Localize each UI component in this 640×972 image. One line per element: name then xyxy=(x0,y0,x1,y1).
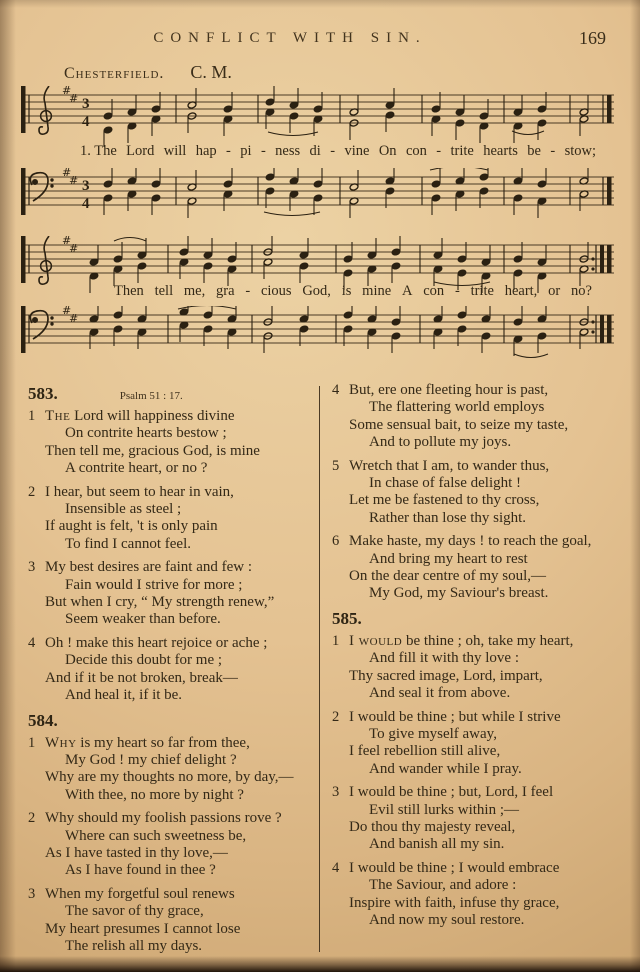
verse xyxy=(332,633,618,703)
verse-number: 4 xyxy=(28,634,36,651)
verse-line: I would be thine ; I would embrace xyxy=(349,859,560,876)
verse-number: 1 xyxy=(28,408,36,424)
lyric-syllable: 1. The xyxy=(80,143,117,159)
lyric-syllable: - xyxy=(454,283,460,299)
page-edge-bottom xyxy=(0,956,640,972)
lyric-syllable: Then xyxy=(114,283,144,299)
page-number: 169 xyxy=(579,28,606,48)
verse xyxy=(28,635,316,705)
verse-line: As I have found in thee ? xyxy=(65,862,216,879)
lyric-syllable: tell xyxy=(154,283,174,299)
verse-number: 2 xyxy=(332,708,340,725)
staff-bass-line1 xyxy=(18,168,620,230)
lyric-syllable: Lord xyxy=(126,143,155,159)
music-score xyxy=(18,86,624,380)
verse xyxy=(332,382,618,452)
verse xyxy=(28,886,316,956)
verse-line: But when I cry, “ My strength renew,” xyxy=(45,594,275,611)
verse-line: Thy sacred image, Lord, impart, xyxy=(349,667,543,684)
lyric-syllable: ness xyxy=(275,143,301,159)
verse-line: I would be thine ; but, Lord, I feel xyxy=(349,784,554,801)
lyrics-line-1 xyxy=(80,143,596,160)
verse xyxy=(332,860,618,930)
svg-text:4: 4 xyxy=(82,196,90,212)
verse-line: The Saviour, and adore : xyxy=(369,877,517,894)
lyric-syllable: heart, xyxy=(504,283,538,299)
verse-line: Why should my foolish passions rove ? xyxy=(45,810,282,827)
lyric-syllable: pi xyxy=(240,143,252,159)
verse-line: Why is my heart so far from thee, xyxy=(45,734,250,751)
tune-title-line xyxy=(64,62,232,83)
verse-line: And wander while I pray. xyxy=(369,760,522,777)
column-divider xyxy=(319,386,320,952)
lyric-syllable: trite xyxy=(470,283,494,299)
verse-line: Inspire with faith, infuse thy grace, xyxy=(349,894,560,911)
lyric-syllable: - xyxy=(436,143,442,159)
verse-number: 2 xyxy=(28,810,36,827)
verse-line: My best desires are faint and few : xyxy=(45,559,253,576)
verse-number: 5 xyxy=(332,457,340,474)
small-caps-lead: The xyxy=(45,408,71,424)
lyric-syllable: God, xyxy=(302,283,331,299)
verse-line: Seem weaker than before. xyxy=(65,611,221,628)
verse-line: On contrite hearts bestow ; xyxy=(65,425,227,442)
lyric-syllable: trite xyxy=(450,143,474,159)
tune-name: Chesterfield. xyxy=(64,65,165,82)
lyric-syllable: gra xyxy=(216,283,235,299)
lyric-syllable: On xyxy=(378,143,397,159)
verse-line: Insensible as steel ; xyxy=(65,501,182,518)
verse-line: And to pollute my joys. xyxy=(369,434,512,451)
svg-text:#: # xyxy=(62,86,72,97)
svg-text:3: 3 xyxy=(82,96,90,112)
verse-line: My heart presumes I cannot lose xyxy=(45,920,241,937)
verse-line: To find I cannot feel. xyxy=(65,535,191,552)
lyric-syllable: hap xyxy=(195,143,217,159)
lyric-syllable: - xyxy=(245,283,251,299)
svg-text:#: # xyxy=(69,92,79,105)
verse-line: My God ! my chief delight ? xyxy=(65,751,237,768)
verse-line: The flattering world employs xyxy=(369,399,545,416)
verse xyxy=(332,709,618,779)
verse-line: Rather than lose thy sight. xyxy=(369,509,527,526)
lyric-syllable: con xyxy=(405,143,427,159)
hymn-heading xyxy=(28,384,316,404)
svg-text:#: # xyxy=(62,306,72,317)
lyric-syllable: stow; xyxy=(564,143,596,159)
running-header: CONFLICT WITH SIN. xyxy=(153,30,427,46)
small-caps-lead: I would xyxy=(349,632,403,649)
staff-bass-line2 xyxy=(18,306,620,368)
lyric-syllable: hearts xyxy=(483,143,518,159)
verse xyxy=(28,484,316,554)
verse-line: On the dear centre of my soul,— xyxy=(349,568,547,585)
verse-line: The savor of thy grace, xyxy=(65,903,204,920)
verse-line: Decide this doubt for me ; xyxy=(65,652,223,669)
lyric-syllable: will xyxy=(163,143,187,159)
svg-text:3: 3 xyxy=(82,178,90,194)
lyric-syllable: - xyxy=(550,143,556,159)
verse xyxy=(28,735,316,805)
lyric-syllable: A xyxy=(401,283,413,299)
hymn-heading xyxy=(332,609,618,629)
lyric-syllable: - xyxy=(260,143,266,159)
verse-line: Evil still lurks within ;— xyxy=(369,801,520,818)
verse xyxy=(28,408,316,478)
verse-line: I feel rebellion still alive, xyxy=(349,743,501,760)
verse-line: And if it be not broken, break— xyxy=(45,669,238,686)
lyric-syllable: con xyxy=(423,283,445,299)
verse-line: As I have tasted in thy love,— xyxy=(45,844,228,861)
staff-treble-line1 xyxy=(18,86,620,148)
verse-line: My God, my Saviour's breast. xyxy=(369,585,549,602)
verse-number: 1 xyxy=(28,734,36,751)
verse-line: And seal it from above. xyxy=(369,685,511,702)
lyric-syllable: is xyxy=(341,283,352,299)
verse-line: Make haste, my days ! to reach the goal, xyxy=(349,533,592,550)
verse-line: Why are my thoughts no more, by day,— xyxy=(45,769,294,786)
verse xyxy=(332,784,618,854)
verse-line: Fain would I strive for more ; xyxy=(65,576,243,593)
verse-line: And banish all my sin. xyxy=(369,836,505,853)
hymn-number: 584. xyxy=(28,710,58,730)
lyrics-line-2 xyxy=(114,283,592,300)
svg-text:#: # xyxy=(69,312,79,325)
verse-line: The Lord will happiness divine xyxy=(45,408,235,424)
lyric-syllable: di xyxy=(309,143,321,159)
tune-meter: C. M. xyxy=(190,62,232,82)
verse-line: I hear, but seem to hear in vain, xyxy=(45,483,234,500)
verse-line: To give myself away, xyxy=(369,725,497,742)
svg-text:#: # xyxy=(62,236,72,247)
lyric-syllable: no? xyxy=(570,283,592,299)
verse xyxy=(332,533,618,603)
lyric-syllable: - xyxy=(330,143,336,159)
hymn-column-left xyxy=(28,382,316,961)
verse-line: The relish all my days. xyxy=(65,937,203,954)
verse-number: 2 xyxy=(28,483,36,500)
verse-number: 1 xyxy=(332,632,340,649)
verse-number: 3 xyxy=(28,559,36,576)
verse-number: 3 xyxy=(28,885,36,902)
verse xyxy=(332,458,618,528)
verse-line: Wretch that I am, to wander thus, xyxy=(349,457,550,474)
verse-line: When my forgetful soul renews xyxy=(45,885,235,902)
verse-line: And fill it with thy love : xyxy=(369,650,519,667)
small-caps-lead: Why xyxy=(45,734,77,751)
verse-number: 4 xyxy=(332,859,340,876)
verse-number: 3 xyxy=(332,784,340,801)
verse-number: 4 xyxy=(332,382,340,398)
lyric-syllable: mine xyxy=(362,283,392,299)
svg-text:#: # xyxy=(69,174,79,187)
verse-line: With thee, no more by night ? xyxy=(65,786,244,803)
verse-line: And bring my heart to rest xyxy=(369,550,528,567)
svg-text:#: # xyxy=(69,242,79,255)
lyric-syllable: vine xyxy=(344,143,370,159)
verse-line: I would be thine ; oh, take my heart, xyxy=(349,632,574,649)
hymn-heading xyxy=(28,711,316,731)
hymn-column-right xyxy=(332,382,618,935)
verse-line: Do thou thy majesty reveal, xyxy=(349,818,516,835)
page-edge-left xyxy=(0,0,16,972)
page-edge-top xyxy=(0,0,640,8)
verse-line: Then tell me, gracious God, is mine xyxy=(45,442,260,459)
verse-line: Some sensual bait, to seize my taste, xyxy=(349,416,569,433)
verse-line: A contrite heart, or no ? xyxy=(65,460,208,477)
verse xyxy=(28,559,316,629)
lyric-syllable: cious xyxy=(260,283,292,299)
svg-text:4: 4 xyxy=(82,114,90,130)
verse xyxy=(28,810,316,880)
scripture-reference: Psalm 51 : 17. xyxy=(119,390,183,402)
verse-line: Where can such sweetness be, xyxy=(65,827,247,844)
verse-line: If aught is felt, 't is only pain xyxy=(45,518,218,535)
verse-line: In chase of false delight ! xyxy=(369,475,522,492)
lyric-syllable: - xyxy=(226,143,231,159)
verse-line: And now my soul restore. xyxy=(369,911,525,928)
lyric-syllable: be xyxy=(527,143,541,159)
verse-line: Oh ! make this heart rejoice or ache ; xyxy=(45,634,268,651)
hymn-number: 583. xyxy=(28,384,58,403)
verse-number: 6 xyxy=(332,533,340,550)
verse-line: I would be thine ; but while I strive xyxy=(349,708,561,725)
lyric-syllable: me, xyxy=(183,283,206,299)
verse-line: And heal it, if it be. xyxy=(65,687,183,704)
page-edge-right xyxy=(630,0,640,972)
lyric-syllable: or xyxy=(548,283,561,299)
hymn-number: 585. xyxy=(332,608,362,628)
svg-text:#: # xyxy=(62,168,72,179)
verse-line: Let me be fastened to thy cross, xyxy=(349,492,540,509)
verse-line: But, ere one fleeting hour is past, xyxy=(349,382,549,398)
